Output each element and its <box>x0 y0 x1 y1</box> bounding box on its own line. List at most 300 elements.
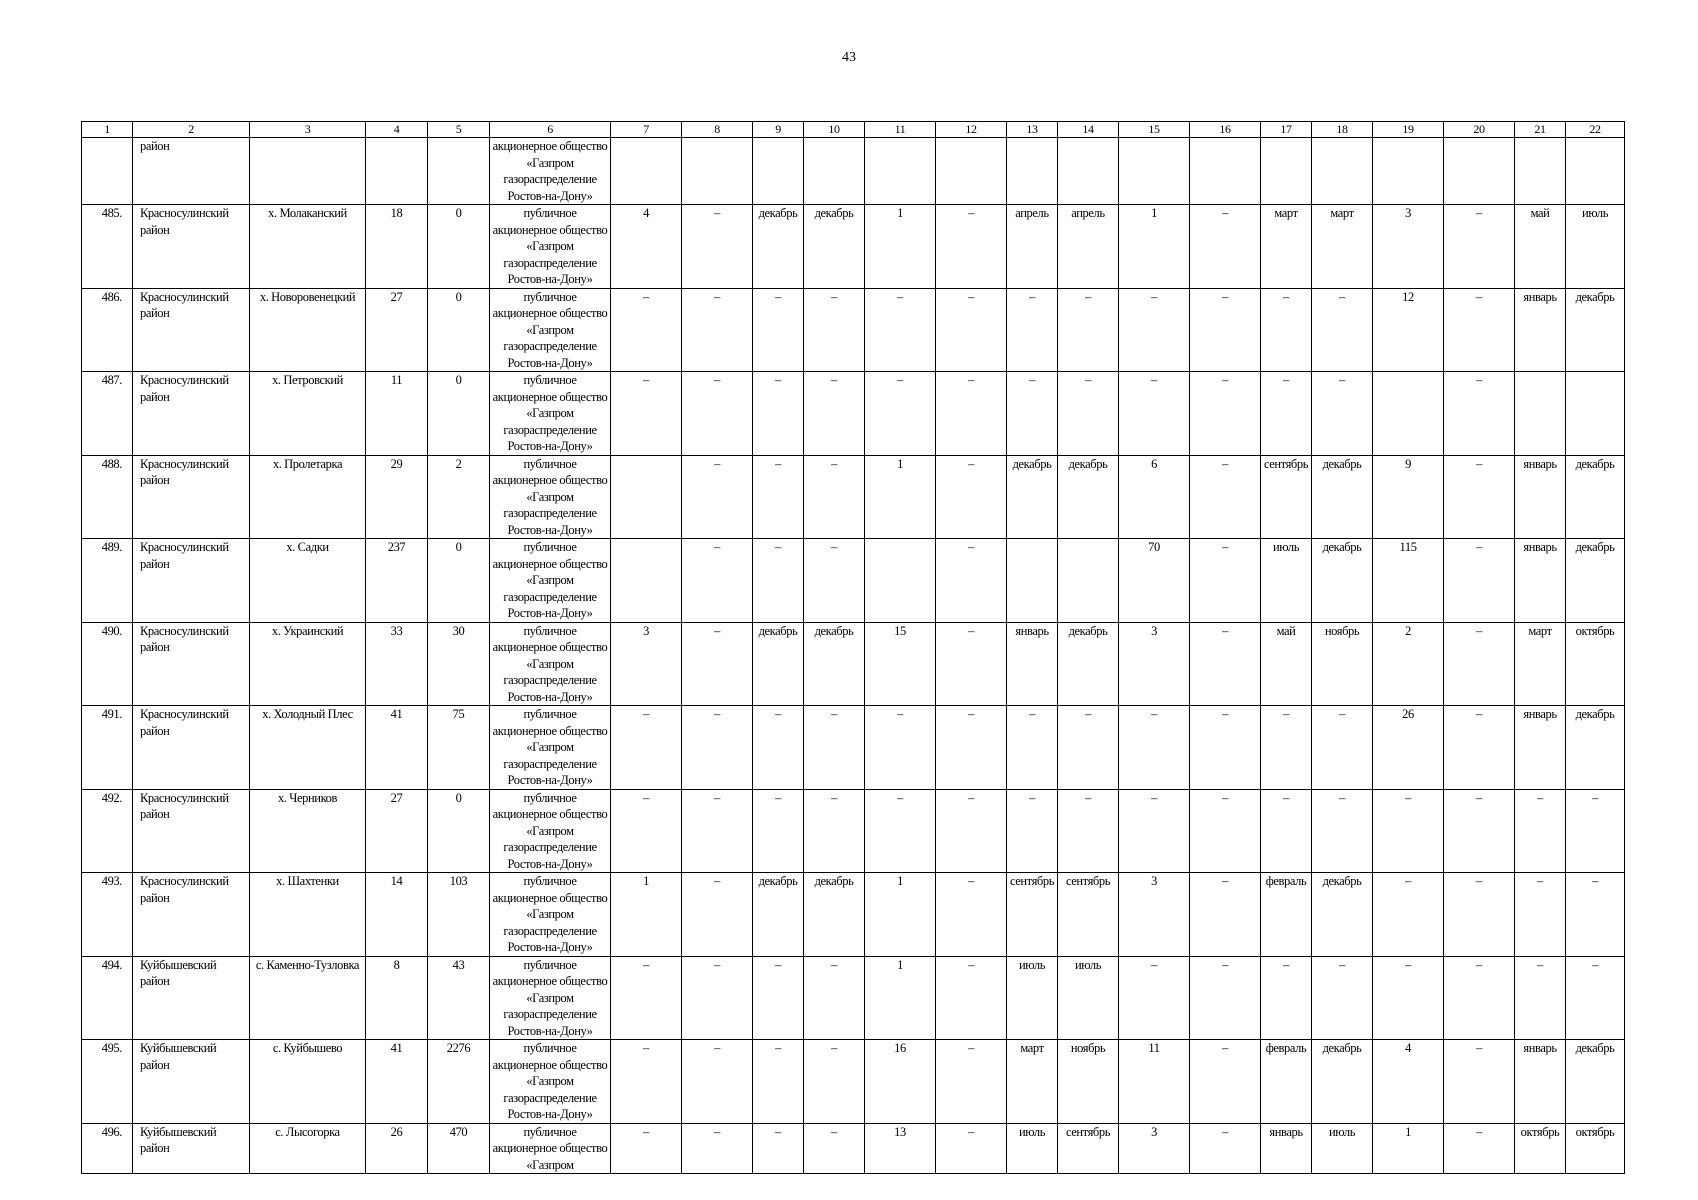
table-cell: – <box>1515 789 1566 873</box>
table-cell: февраль <box>1261 1040 1312 1124</box>
table-cell: 1 <box>865 455 936 539</box>
table-cell: – <box>1190 372 1261 456</box>
district-cell: Красносулинский район <box>133 455 250 539</box>
table-cell <box>1190 138 1261 205</box>
table-cell: март <box>1312 205 1373 289</box>
district-cell: Красносулинский район <box>133 706 250 790</box>
table-cell: – <box>753 455 804 539</box>
table-cell: сентябрь <box>1058 873 1119 957</box>
district-cell: Красносулинский район <box>133 372 250 456</box>
table-cell: сентябрь <box>1007 873 1058 957</box>
column-header: 13 <box>1007 122 1058 138</box>
table-cell: 3 <box>1119 873 1190 957</box>
table-cell: 1 <box>1119 205 1190 289</box>
row-number-cell: 496. <box>82 1123 133 1174</box>
district-cell: Красносулинский район <box>133 539 250 623</box>
column-header: 8 <box>682 122 753 138</box>
table-cell: – <box>1444 956 1515 1040</box>
table-cell: 33 <box>366 622 428 706</box>
table-cell: 13 <box>865 1123 936 1174</box>
operator-cell: публичное акционерное общество «Газпром газораспределение Ростов-на-Дону» <box>490 873 611 957</box>
table-cell <box>865 539 936 623</box>
table-cell: – <box>1119 706 1190 790</box>
table-cell: 3 <box>1119 1123 1190 1174</box>
table-cell: – <box>1261 789 1312 873</box>
table-cell: декабрь <box>804 205 865 289</box>
table-cell: – <box>1312 956 1373 1040</box>
table-cell: – <box>1119 789 1190 873</box>
table-cell: – <box>611 288 682 372</box>
table-cell: – <box>804 372 865 456</box>
column-header: 10 <box>804 122 865 138</box>
table-cell: – <box>1190 205 1261 289</box>
table-cell: январь <box>1515 455 1566 539</box>
table-cell: – <box>753 539 804 623</box>
table-cell: – <box>1261 956 1312 1040</box>
table-cell: март <box>1261 205 1312 289</box>
column-header: 21 <box>1515 122 1566 138</box>
table-cell: – <box>1007 706 1058 790</box>
table-cell: декабрь <box>753 622 804 706</box>
table-cell: 470 <box>428 1123 490 1174</box>
table-cell: декабрь <box>1312 1040 1373 1124</box>
table-cell: 0 <box>428 539 490 623</box>
table-cell: – <box>753 1040 804 1124</box>
table-cell: – <box>804 956 865 1040</box>
row-number-cell: 488. <box>82 455 133 539</box>
table-cell: декабрь <box>1312 873 1373 957</box>
operator-cell: публичное акционерное общество «Газпром газораспределение Ростов-на-Дону» <box>490 789 611 873</box>
table-cell: 3 <box>611 622 682 706</box>
table-cell: – <box>1312 789 1373 873</box>
table-cell: – <box>865 706 936 790</box>
table-cell: 75 <box>428 706 490 790</box>
table-cell: 41 <box>366 1040 428 1124</box>
table-cell <box>1312 138 1373 205</box>
table-cell: 27 <box>366 288 428 372</box>
table-cell: – <box>611 372 682 456</box>
row-number-cell: 494. <box>82 956 133 1040</box>
table-cell: – <box>611 1123 682 1174</box>
place-cell: с. Куйбышево <box>250 1040 366 1124</box>
table-cell: февраль <box>1261 873 1312 957</box>
table-cell: – <box>1444 288 1515 372</box>
row-number-cell: 490. <box>82 622 133 706</box>
table-cell: – <box>936 205 1007 289</box>
table-cell <box>1566 138 1625 205</box>
table-cell: март <box>1515 622 1566 706</box>
table-cell: 11 <box>1119 1040 1190 1124</box>
table-cell: – <box>1261 288 1312 372</box>
table-cell: – <box>1058 372 1119 456</box>
place-cell: с. Лысогорка <box>250 1123 366 1174</box>
row-number-cell: 495. <box>82 1040 133 1124</box>
table-cell: декабрь <box>1566 706 1625 790</box>
table-cell <box>682 138 753 205</box>
district-cell: Куйбышевский район <box>133 1123 250 1174</box>
table-cell: 1 <box>1373 1123 1444 1174</box>
place-cell: х. Пролетарка <box>250 455 366 539</box>
table-cell: ноябрь <box>1058 1040 1119 1124</box>
table-cell: – <box>1312 288 1373 372</box>
table-row <box>82 873 1625 957</box>
table-cell: – <box>611 789 682 873</box>
table-cell: июль <box>1007 956 1058 1040</box>
table-row <box>82 706 1625 790</box>
table-cell: – <box>936 539 1007 623</box>
table-cell: 115 <box>1373 539 1444 623</box>
table-cell <box>936 138 1007 205</box>
table-cell <box>1007 539 1058 623</box>
table-cell: – <box>804 706 865 790</box>
table-cell: 70 <box>1119 539 1190 623</box>
column-header: 6 <box>490 122 611 138</box>
operator-cell: публичное акционерное общество «Газпром газораспределение Ростов-на-Дону» <box>490 539 611 623</box>
operator-cell: акционерное общество «Газпром газораспределение Ростов-на-Дону» <box>490 138 611 205</box>
table-cell: май <box>1261 622 1312 706</box>
table-cell: 16 <box>865 1040 936 1124</box>
table-cell: 12 <box>1373 288 1444 372</box>
table-cell <box>366 138 428 205</box>
table-cell: март <box>1007 1040 1058 1124</box>
district-cell: Красносулинский район <box>133 873 250 957</box>
table-row <box>82 455 1625 539</box>
table-cell: 1 <box>611 873 682 957</box>
table-cell: 3 <box>1373 205 1444 289</box>
table-cell <box>753 138 804 205</box>
district-cell: Красносулинский район <box>133 622 250 706</box>
district-cell: Куйбышевский район <box>133 1040 250 1124</box>
column-header: 20 <box>1444 122 1515 138</box>
column-header: 3 <box>250 122 366 138</box>
table-cell: декабрь <box>1007 455 1058 539</box>
row-number-cell <box>82 138 133 205</box>
column-header: 16 <box>1190 122 1261 138</box>
place-cell: х. Садки <box>250 539 366 623</box>
table-cell: – <box>682 622 753 706</box>
table-cell: – <box>682 873 753 957</box>
table-cell: – <box>1190 706 1261 790</box>
table-cell: – <box>1190 1123 1261 1174</box>
column-header: 12 <box>936 122 1007 138</box>
table-cell <box>1373 372 1444 456</box>
table-cell: – <box>1444 873 1515 957</box>
row-number-cell: 492. <box>82 789 133 873</box>
table-cell: – <box>753 1123 804 1174</box>
table-cell: 0 <box>428 372 490 456</box>
operator-cell: публичное акционерное общество «Газпром газораспределение Ростов-на-Дону» <box>490 455 611 539</box>
table-cell: – <box>611 706 682 790</box>
table-cell: – <box>753 789 804 873</box>
column-header: 5 <box>428 122 490 138</box>
table-cell: январь <box>1261 1123 1312 1174</box>
table-cell: – <box>682 455 753 539</box>
table-cell: декабрь <box>1566 455 1625 539</box>
table-cell: – <box>804 455 865 539</box>
table-cell: – <box>1058 706 1119 790</box>
table-cell: – <box>1444 1040 1515 1124</box>
table-cell: декабрь <box>1566 1040 1625 1124</box>
table-cell: – <box>1566 873 1625 957</box>
column-header: 7 <box>611 122 682 138</box>
table-cell: июль <box>1058 956 1119 1040</box>
table-cell: 30 <box>428 622 490 706</box>
operator-cell: публичное акционерное общество «Газпром газораспределение Ростов-на-Дону» <box>490 706 611 790</box>
table-cell <box>1566 372 1625 456</box>
table-row <box>82 1123 1625 1174</box>
table-cell: 1 <box>865 205 936 289</box>
table-cell: – <box>1444 622 1515 706</box>
table-cell: – <box>682 789 753 873</box>
district-cell: Красносулинский район <box>133 205 250 289</box>
table-cell: – <box>682 288 753 372</box>
table-cell: 4 <box>611 205 682 289</box>
table-cell: 27 <box>366 789 428 873</box>
table-cell: октябрь <box>1566 1123 1625 1174</box>
column-header: 15 <box>1119 122 1190 138</box>
table-cell: – <box>1515 956 1566 1040</box>
district-cell: Красносулинский район <box>133 288 250 372</box>
table-cell: – <box>1444 1123 1515 1174</box>
table-cell <box>1007 138 1058 205</box>
table-cell: декабрь <box>1566 539 1625 623</box>
table-cell: – <box>1261 706 1312 790</box>
table-cell: 3 <box>1119 622 1190 706</box>
place-cell <box>250 138 366 205</box>
place-cell: х. Молаканский <box>250 205 366 289</box>
table-cell: 4 <box>1373 1040 1444 1124</box>
row-number-cell: 493. <box>82 873 133 957</box>
table-cell: – <box>1007 789 1058 873</box>
place-cell: х. Холодный Плес <box>250 706 366 790</box>
operator-cell: публичное акционерное общество «Газпром <box>490 1123 611 1174</box>
table-cell <box>865 138 936 205</box>
table-cell: 41 <box>366 706 428 790</box>
table-cell: – <box>682 1040 753 1124</box>
table-cell: – <box>1444 205 1515 289</box>
table-cell: декабрь <box>753 873 804 957</box>
table-cell <box>611 138 682 205</box>
table-cell: 6 <box>1119 455 1190 539</box>
column-header: 1 <box>82 122 133 138</box>
place-cell: х. Черников <box>250 789 366 873</box>
table-row <box>82 288 1625 372</box>
table-cell: – <box>936 706 1007 790</box>
table-cell: 14 <box>366 873 428 957</box>
table-cell: – <box>682 539 753 623</box>
column-header: 14 <box>1058 122 1119 138</box>
table-cell: январь <box>1515 706 1566 790</box>
table-cell: – <box>682 1123 753 1174</box>
table-cell <box>611 539 682 623</box>
operator-cell: публичное акционерное общество «Газпром газораспределение Ростов-на-Дону» <box>490 956 611 1040</box>
table-cell: – <box>936 956 1007 1040</box>
table-cell: – <box>936 288 1007 372</box>
table-cell: – <box>1190 622 1261 706</box>
data-table <box>81 121 1625 1174</box>
table-cell: 0 <box>428 205 490 289</box>
table-cell: 0 <box>428 789 490 873</box>
table-cell: июль <box>1261 539 1312 623</box>
table-cell: 2 <box>428 455 490 539</box>
table-cell: – <box>1119 288 1190 372</box>
table-cell: – <box>1058 789 1119 873</box>
row-number-cell: 489. <box>82 539 133 623</box>
table-cell: – <box>682 956 753 1040</box>
table-cell: – <box>682 372 753 456</box>
table-cell: январь <box>1515 539 1566 623</box>
page-number: 43 <box>842 50 856 65</box>
table-cell: апрель <box>1007 205 1058 289</box>
table-cell: 26 <box>366 1123 428 1174</box>
row-number-cell: 487. <box>82 372 133 456</box>
table-cell: – <box>1373 873 1444 957</box>
operator-cell: публичное акционерное общество «Газпром газораспределение Ростов-на-Дону» <box>490 288 611 372</box>
table-cell: октябрь <box>1515 1123 1566 1174</box>
district-cell: район <box>133 138 250 205</box>
table-row <box>82 539 1625 623</box>
table-cell: июль <box>1312 1123 1373 1174</box>
table-cell: – <box>1119 372 1190 456</box>
table-cell: – <box>1190 789 1261 873</box>
table-cell: 1 <box>865 873 936 957</box>
table-cell: – <box>1058 288 1119 372</box>
table-cell: – <box>1312 372 1373 456</box>
table-cell <box>1444 138 1515 205</box>
column-header: 9 <box>753 122 804 138</box>
table-cell: – <box>1190 873 1261 957</box>
table-cell: 8 <box>366 956 428 1040</box>
table-cell: 26 <box>1373 706 1444 790</box>
row-number-cell: 485. <box>82 205 133 289</box>
table-cell: – <box>1007 372 1058 456</box>
table-cell: – <box>936 873 1007 957</box>
table-cell <box>1058 138 1119 205</box>
place-cell: с. Каменно-Тузловка <box>250 956 366 1040</box>
table-cell: декабрь <box>1312 539 1373 623</box>
table-cell: – <box>936 1040 1007 1124</box>
table-row <box>82 138 1625 205</box>
table-cell <box>1373 138 1444 205</box>
table-cell: 103 <box>428 873 490 957</box>
table-cell: – <box>936 789 1007 873</box>
table-cell: – <box>1444 539 1515 623</box>
table-cell: – <box>1312 706 1373 790</box>
table-cell: – <box>1444 706 1515 790</box>
table-cell: – <box>1566 956 1625 1040</box>
column-header: 11 <box>865 122 936 138</box>
place-cell: х. Украинский <box>250 622 366 706</box>
table-row <box>82 956 1625 1040</box>
table-cell: – <box>1566 789 1625 873</box>
table-cell: – <box>1190 956 1261 1040</box>
column-header-row <box>82 122 1625 138</box>
place-cell: х. Шахтенки <box>250 873 366 957</box>
table-cell: – <box>611 956 682 1040</box>
column-header: 2 <box>133 122 250 138</box>
table-row <box>82 372 1625 456</box>
operator-cell: публичное акционерное общество «Газпром газораспределение Ростов-на-Дону» <box>490 372 611 456</box>
table-cell: сентябрь <box>1261 455 1312 539</box>
table-cell: декабрь <box>1312 455 1373 539</box>
table-cell: – <box>936 622 1007 706</box>
table-cell: – <box>1444 455 1515 539</box>
table-cell: 11 <box>366 372 428 456</box>
table-cell: – <box>682 205 753 289</box>
table-cell: – <box>753 956 804 1040</box>
table-row <box>82 622 1625 706</box>
table-row <box>82 205 1625 289</box>
table-cell: 9 <box>1373 455 1444 539</box>
table-cell: – <box>936 372 1007 456</box>
table-cell: декабрь <box>1566 288 1625 372</box>
table-cell: – <box>804 288 865 372</box>
column-header: 17 <box>1261 122 1312 138</box>
table-cell: – <box>865 372 936 456</box>
table-cell: декабрь <box>753 205 804 289</box>
table-cell: – <box>1119 956 1190 1040</box>
table-cell: – <box>1190 539 1261 623</box>
table-cell <box>611 455 682 539</box>
column-header: 4 <box>366 122 428 138</box>
column-header: 19 <box>1373 122 1444 138</box>
table-cell <box>804 138 865 205</box>
table-cell: декабрь <box>804 622 865 706</box>
place-cell: х. Новоровенецкий <box>250 288 366 372</box>
table-cell: – <box>1190 288 1261 372</box>
operator-cell: публичное акционерное общество «Газпром газораспределение Ростов-на-Дону» <box>490 1040 611 1124</box>
table-cell: январь <box>1007 622 1058 706</box>
table-cell: 0 <box>428 288 490 372</box>
place-cell: х. Петровский <box>250 372 366 456</box>
row-number-cell: 486. <box>82 288 133 372</box>
table-cell: сентябрь <box>1058 1123 1119 1174</box>
table-cell: – <box>865 789 936 873</box>
table-cell: 43 <box>428 956 490 1040</box>
table-cell: июль <box>1566 205 1625 289</box>
table-cell: – <box>611 1040 682 1124</box>
table-cell: – <box>804 1123 865 1174</box>
table-cell: 29 <box>366 455 428 539</box>
table-cell: – <box>804 539 865 623</box>
table-cell <box>428 138 490 205</box>
table-cell: декабрь <box>1058 622 1119 706</box>
table-cell: 1 <box>865 956 936 1040</box>
table-cell: – <box>1261 372 1312 456</box>
table-cell: – <box>753 288 804 372</box>
table-cell: декабрь <box>1058 455 1119 539</box>
table-cell <box>1515 372 1566 456</box>
column-header: 22 <box>1566 122 1625 138</box>
table-row <box>82 1040 1625 1124</box>
table-cell <box>1261 138 1312 205</box>
table-cell: 2 <box>1373 622 1444 706</box>
district-cell: Красносулинский район <box>133 789 250 873</box>
table-cell <box>1058 539 1119 623</box>
column-header: 18 <box>1312 122 1373 138</box>
table-cell: – <box>804 789 865 873</box>
row-number-cell: 491. <box>82 706 133 790</box>
table-cell: – <box>753 706 804 790</box>
table-cell: апрель <box>1058 205 1119 289</box>
table-cell: 2276 <box>428 1040 490 1124</box>
table-cell: – <box>936 1123 1007 1174</box>
table-cell: – <box>1373 956 1444 1040</box>
table-cell <box>1119 138 1190 205</box>
table-cell: 18 <box>366 205 428 289</box>
table-cell: 15 <box>865 622 936 706</box>
district-cell: Куйбышевский район <box>133 956 250 1040</box>
